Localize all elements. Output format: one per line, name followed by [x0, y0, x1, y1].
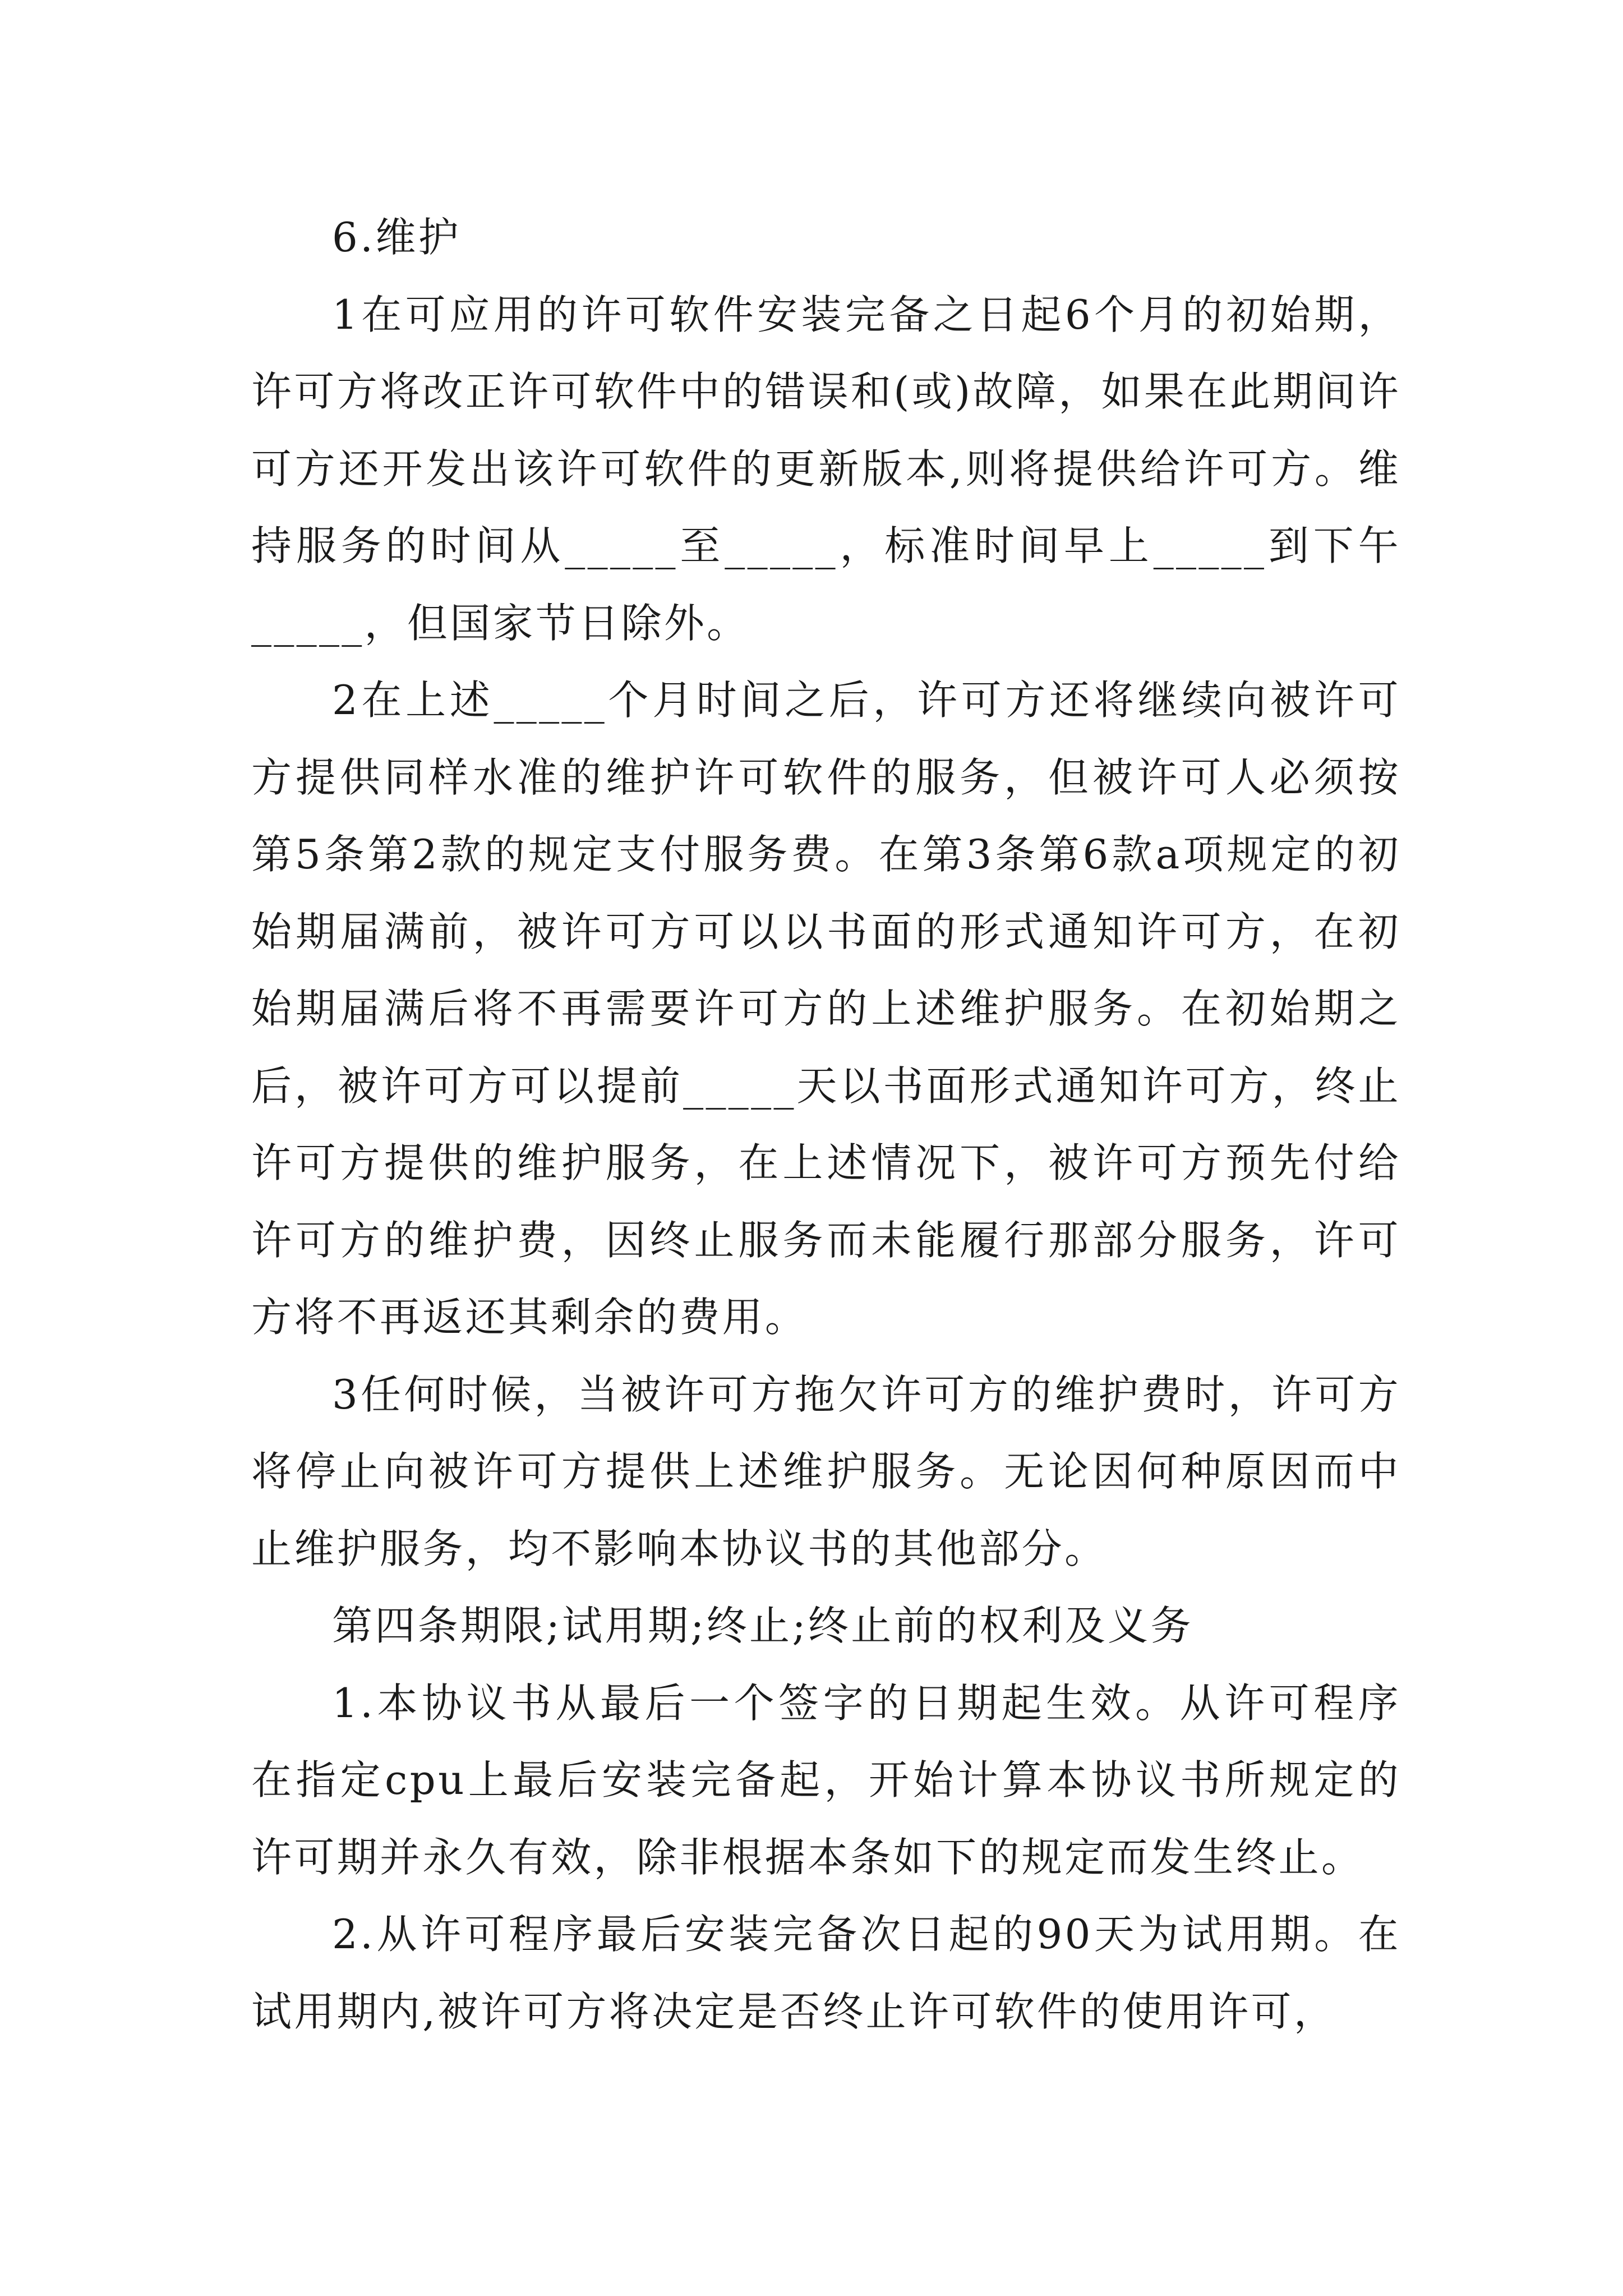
- paragraph-maintenance-clause-1: 1在可应用的许可软件安装完备之日起6个月的初始期，许可方将改正许可软件中的错误和(或)故障，如果在此期间许可方还开发出该许可软件的更新版本,则将提供给许可方。维持服务的时间从_____至_____，标准时间早上_____到下午_____，但国家节日除外。: [251, 291, 1401, 647]
- document-body: [251, 199, 1401, 2050]
- paragraph-maintenance-clause-3: 3任何时候，当被许可方拖欠许可方的维护费时，许可方将停止向被许可方提供上述维护服务。无论因何种原因而中止维护服务，均不影响本协议书的其他部分。: [251, 1370, 1401, 1572]
- paragraph-maintenance-clause-2: 2在上述_____个月时间之后，许可方还将继续向被许可方提供同样水准的维护许可软件的服务，但被许可人必须按第5条第2款的规定支付服务费。在第3条第6款a项规定的初始期届满前，被许可方可以以书面的形式通知许可方，在初始期届满后将不再需要许可方的上述维护服务。在初始期之后，被许可方可以提前_____天以书面形式通知许可方，终止许可方提供的维护服务，在上述情况下，被许可方预先付给许可方的维护费，因终止服务而未能履行那部分服务，许可方将不再返还其剩余的费用。: [251, 677, 1401, 1341]
- paragraph-term-clause-1: 1.本协议书从最后一个签字的日期起生效。从许可程序在指定cpu上最后安装完备起，开始计算本协议书所规定的许可期并永久有效，除非根据本条如下的规定而发生终止。: [251, 1679, 1401, 1881]
- paragraph-term-clause-2: 2.从许可程序最后安装完备次日起的90天为试用期。在试用期内,被许可方将决定是否终止许可软件的使用许可，: [251, 1911, 1401, 2035]
- section-heading-maintenance: 6.维护: [332, 214, 461, 261]
- article-heading-term: 第四条期限;试用期;终止;终止前的权利及义务: [332, 1602, 1193, 1649]
